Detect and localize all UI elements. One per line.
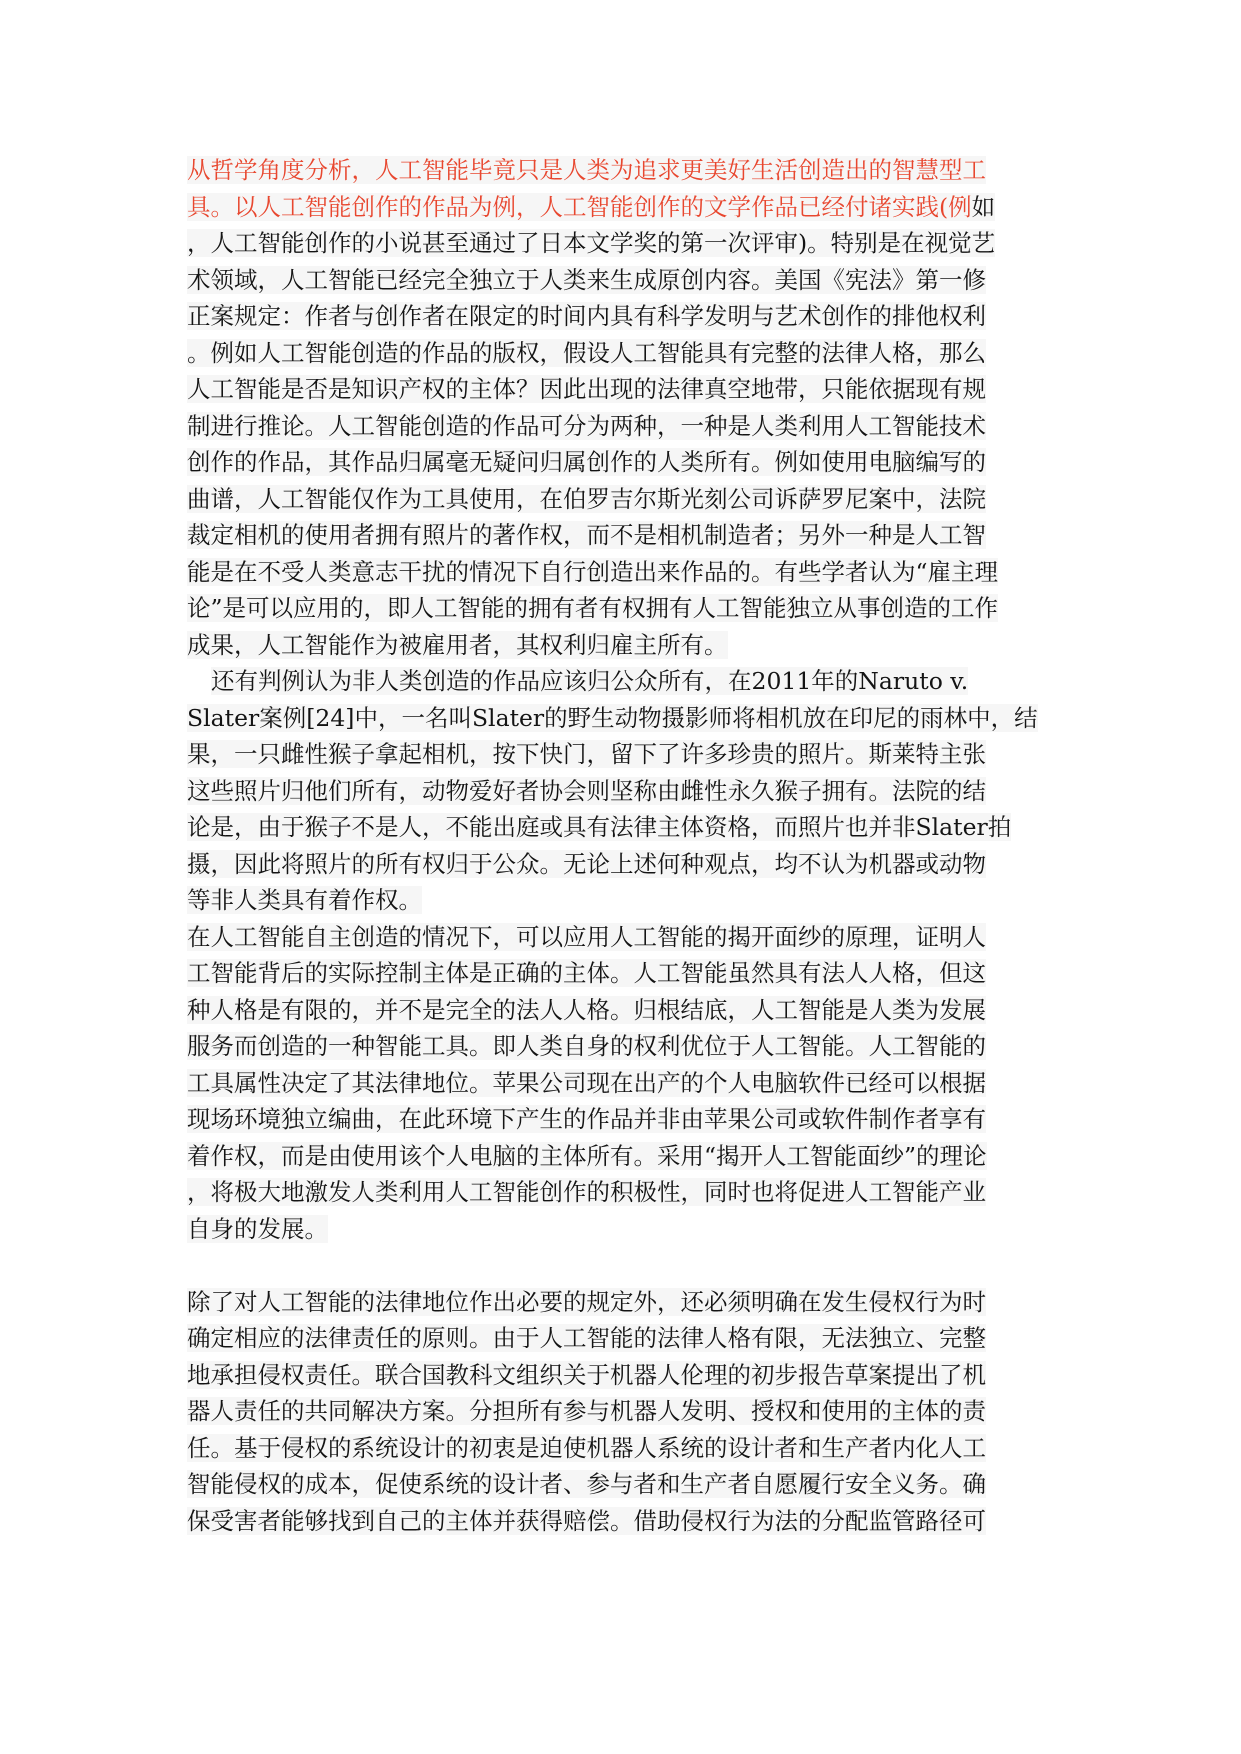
paragraph-spacer <box>187 1247 1047 1284</box>
document-page <box>187 152 1047 1539</box>
text-line: 曲谱，人工智能仅作为工具使用，在伯罗吉尔斯光刻公司诉萨罗尼案中，法院 <box>187 484 986 513</box>
text-line: 。例如人工智能创造的作品的版权，假设人工智能具有完整的法律人格，那么 <box>187 338 986 367</box>
text-line: 具。以人工智能创作的作品为例，人工智能创作的文学作品已经付诸实践(例如 <box>187 192 996 221</box>
text-line: 术领域，人工智能已经完全独立于人类来生成原创内容。美国《宪法》第一修 <box>187 265 986 294</box>
text-line: 着作权，而是由使用该个人电脑的主体所有。采用“揭开人工智能面纱”的理论 <box>187 1141 987 1170</box>
text-line: Slater案例[24]中，一名叫Slater的野生动物摄影师将相机放在印尼的雨林中，结 <box>187 703 1038 732</box>
text-line: 智能侵权的成本，促使系统的设计者、参与者和生产者自愿履行安全义务。确 <box>187 1470 986 1498</box>
paragraph-1 <box>187 152 1047 663</box>
paragraph-4 <box>187 1284 1047 1540</box>
text-line: 工具属性决定了其法律地位。苹果公司现在出产的个人电脑软件已经可以根据 <box>187 1068 986 1097</box>
text-line: 还有判例认为非人类创造的作品应该归公众所有，在2011年的Naruto v. <box>211 667 969 695</box>
text-line: 确定相应的法律责任的原则。由于人工智能的法律人格有限，无法独立、完整 <box>187 1324 986 1352</box>
text-line: 现场环境独立编曲，在此环境下产生的作品并非由苹果公司或软件制作者享有 <box>187 1105 986 1133</box>
text-line: 保受害者能够找到自己的主体并获得赔偿。借助侵权行为法的分配监管路径可 <box>187 1506 986 1535</box>
text-line: 论”是可以应用的，即人工智能的拥有者有权拥有人工智能独立从事创造的工作 <box>187 594 999 622</box>
text-line: ，将极大地激发人类利用人工智能创作的积极性，同时也将促进人工智能产业 <box>187 1178 986 1206</box>
highlighted-text: 从哲学角度分析，人工智能毕竟只是人类为追求更美好生活创造出的智慧型工 <box>187 156 986 184</box>
text-line: 种人格是有限的，并不是完全的法人人格。归根结底，人工智能是人类为发展 <box>187 995 986 1024</box>
text-line: 这些照片归他们所有，动物爱好者协会则坚称由雌性永久猴子拥有。法院的结 <box>187 776 986 805</box>
text-line: 自身的发展。 <box>187 1214 328 1243</box>
text-line: 能是在不受人类意志干扰的情况下自行创造出来作品的。有些学者认为“雇主理 <box>187 557 999 586</box>
paragraph-3 <box>187 919 1047 1248</box>
text-line: 地承担侵权责任。联合国教科文组织关于机器人伦理的初步报告草案提出了机 <box>187 1360 986 1389</box>
text-line: 人工智能是否是知识产权的主体？因此出现的法律真空地带，只能依据现有规 <box>187 375 986 403</box>
text-line: 论是，由于猴子不是人，不能出庭或具有法律主体资格，而照片也并非Slater拍 <box>187 813 1012 841</box>
text-line: 等非人类具有着作权。 <box>187 886 422 914</box>
text-line: 成果，人工智能作为被雇用者，其权利归雇主所有。 <box>187 630 728 659</box>
text-line: 除了对人工智能的法律地位作出必要的规定外，还必须明确在发生侵权行为时 <box>187 1287 986 1316</box>
text-line: 在人工智能自主创造的情况下，可以应用人工智能的揭开面纱的原理，证明人 <box>187 922 986 951</box>
text-line: 制进行推论。人工智能创造的作品可分为两种，一种是人类利用人工智能技术 <box>187 411 986 440</box>
highlighted-text: 具。以人工智能创作的作品为例，人工智能创作的文学作品已经付诸实践(例 <box>187 192 972 221</box>
text-line <box>187 152 1047 189</box>
text-line: 任。基于侵权的系统设计的初衷是迫使机器人系统的设计者和生产者内化人工 <box>187 1433 986 1462</box>
paragraph-2 <box>187 663 1047 919</box>
text-line: 摄，因此将照片的所有权归于公众。无论上述何种观点，均不认为机器或动物 <box>187 849 986 878</box>
text-line: 正案规定：作者与创作者在限定的时间内具有科学发明与艺术创作的排他权利 <box>187 302 986 330</box>
text-line: 创作的作品，其作品归属毫无疑问归属创作的人类所有。例如使用电脑编写的 <box>187 448 986 476</box>
text-line: ，人工智能创作的小说甚至通过了日本文学奖的第一次评审)。特别是在视觉艺 <box>187 229 996 257</box>
text-line: 果，一只雌性猴子拿起相机，按下快门，留下了许多珍贵的照片。斯莱特主张 <box>187 740 986 768</box>
text-line: 工智能背后的实际控制主体是正确的主体。人工智能虽然具有法人人格，但这 <box>187 959 986 987</box>
text-line: 服务而创造的一种智能工具。即人类自身的权利优位于人工智能。人工智能的 <box>187 1032 986 1060</box>
text-line: 裁定相机的使用者拥有照片的著作权，而不是相机制造者；另外一种是人工智 <box>187 521 986 549</box>
text-line: 器人责任的共同解决方案。分担所有参与机器人发明、授权和使用的主体的责 <box>187 1397 986 1425</box>
